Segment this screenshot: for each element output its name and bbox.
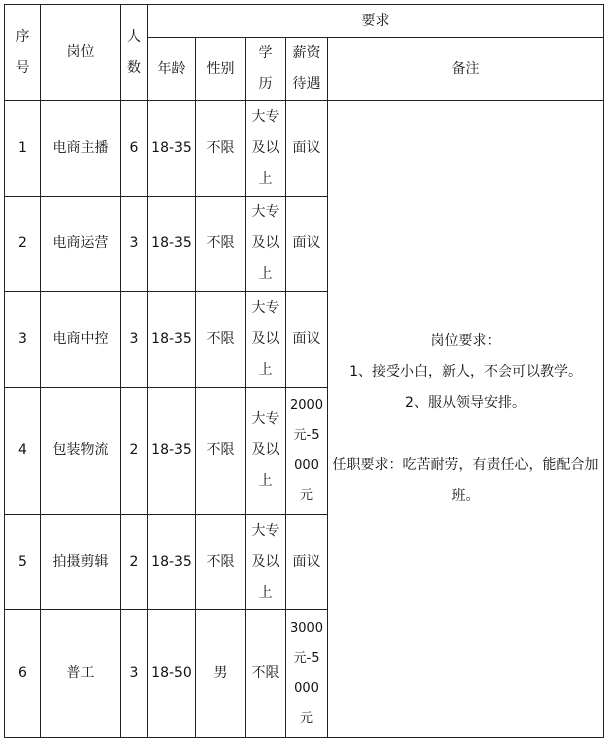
cell-gender: 不限	[196, 196, 246, 291]
remarks-spacer	[330, 419, 601, 450]
cell-count: 2	[121, 387, 148, 515]
cell-gender: 不限	[196, 515, 246, 610]
remarks-cell	[328, 101, 604, 738]
cell-education: 大专及以上	[246, 387, 286, 515]
cell-position: 包装物流	[41, 387, 121, 515]
remarks-title: 岗位要求：	[430, 333, 501, 350]
cell-seq: 3	[5, 292, 41, 387]
cell-gender: 不限	[196, 387, 246, 515]
cell-salary: 3000元-5000元	[286, 610, 328, 738]
header-salary: 薪资待遇	[286, 38, 328, 101]
cell-age: 18-35	[148, 292, 196, 387]
header-gender: 性别	[196, 38, 246, 101]
header-remarks: 备注	[328, 38, 604, 101]
recruitment-table	[4, 4, 604, 738]
remarks-line-2: 2、服从领导安排。	[405, 395, 526, 412]
cell-seq: 2	[5, 196, 41, 291]
table-row	[5, 101, 604, 196]
cell-seq: 4	[5, 387, 41, 515]
cell-position: 普工	[41, 610, 121, 738]
cell-gender: 不限	[196, 101, 246, 196]
cell-gender: 不限	[196, 292, 246, 387]
header-position: 岗位	[41, 5, 121, 101]
cell-salary: 面议	[286, 515, 328, 610]
remarks-line-3: 任职要求：吃苦耐劳，有责任心，能配合加班。	[332, 457, 599, 505]
cell-count: 3	[121, 292, 148, 387]
cell-age: 18-35	[148, 387, 196, 515]
cell-count: 6	[121, 101, 148, 196]
cell-salary: 面议	[286, 196, 328, 291]
cell-seq: 6	[5, 610, 41, 738]
cell-salary: 面议	[286, 101, 328, 196]
header-count: 人数	[121, 5, 148, 101]
cell-education: 大专及以上	[246, 515, 286, 610]
cell-gender: 男	[196, 610, 246, 738]
cell-position: 拍摄剪辑	[41, 515, 121, 610]
cell-education: 不限	[246, 610, 286, 738]
cell-education: 大专及以上	[246, 292, 286, 387]
remarks-line-1: 1、接受小白，新人，不会可以教学。	[349, 364, 582, 381]
cell-education: 大专及以上	[246, 101, 286, 196]
cell-salary: 面议	[286, 292, 328, 387]
cell-position: 电商中控	[41, 292, 121, 387]
cell-count: 3	[121, 196, 148, 291]
header-row-1	[5, 5, 604, 38]
header-requirements: 要求	[148, 5, 604, 38]
cell-count: 2	[121, 515, 148, 610]
header-age: 年龄	[148, 38, 196, 101]
cell-seq: 1	[5, 101, 41, 196]
cell-position: 电商主播	[41, 101, 121, 196]
header-education: 学历	[246, 38, 286, 101]
cell-age: 18-35	[148, 101, 196, 196]
cell-position: 电商运营	[41, 196, 121, 291]
cell-age: 18-50	[148, 610, 196, 738]
cell-count: 3	[121, 610, 148, 738]
cell-education: 大专及以上	[246, 196, 286, 291]
cell-seq: 5	[5, 515, 41, 610]
cell-age: 18-35	[148, 196, 196, 291]
cell-age: 18-35	[148, 515, 196, 610]
cell-salary: 2000元-5000元	[286, 387, 328, 515]
header-seq: 序号	[5, 5, 41, 101]
